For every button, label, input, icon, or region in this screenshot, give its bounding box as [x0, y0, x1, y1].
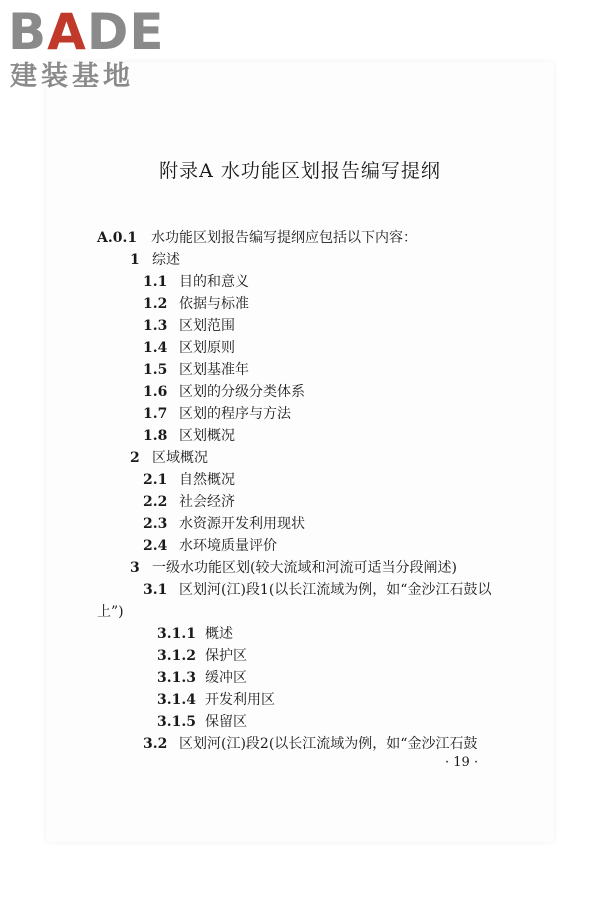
outline-line: 3.1.1 概述	[157, 626, 233, 642]
watermark-subtitle: 建装基地	[10, 61, 134, 92]
outline-line: 2.2 社会经济	[143, 494, 235, 510]
outline-line: 1.3 区划范围	[143, 318, 235, 334]
outline-line: 3.1.5 保留区	[157, 714, 247, 730]
outline-line: 1.1 目的和意义	[143, 274, 249, 290]
page-number: · 19 ·	[445, 755, 479, 770]
outline-line: 3.1.4 开发利用区	[157, 692, 275, 708]
outline-line: 3.1.2 保护区	[157, 648, 247, 664]
outline-line: 3.1.3 缓冲区	[157, 670, 247, 686]
outline-line-continuation: 上”)	[97, 604, 124, 620]
outline-line: 2 区域概况	[130, 450, 208, 466]
outline-line: 1.2 依据与标准	[143, 296, 249, 312]
outline-line: 1.6 区划的分级分类体系	[143, 384, 305, 400]
watermark-logo	[8, 4, 178, 96]
outline-line: 1.5 区划基准年	[143, 362, 249, 378]
outline-line: 2.3 水资源开发利用现状	[143, 516, 305, 532]
outline-line: 1 综述	[130, 252, 180, 268]
watermark-brand: BADE	[8, 3, 165, 61]
clause-line: A.0.1 水功能区划报告编写提纲应包括以下内容：	[97, 230, 417, 246]
outline-line: 1.8 区划概况	[143, 428, 235, 444]
outline-line: 1.4 区划原则	[143, 340, 235, 356]
outline-line: 3.1 区划河(江)段1(以长江流域为例，如“金沙江石鼓以	[143, 582, 492, 598]
outline-line: 3.2 区划河(江)段2(以长江流域为例，如“金沙江石鼓	[143, 736, 478, 752]
outline-line: 3 一级水功能区划(较大流域和河流可适当分段阐述)	[130, 560, 457, 576]
outline-line: 1.7 区划的程序与方法	[143, 406, 291, 422]
outline-line: 2.4 水环境质量评价	[143, 538, 277, 554]
appendix-title: 附录A 水功能区划报告编写提纲	[159, 160, 441, 182]
outline-line: 2.1 自然概况	[143, 472, 235, 488]
